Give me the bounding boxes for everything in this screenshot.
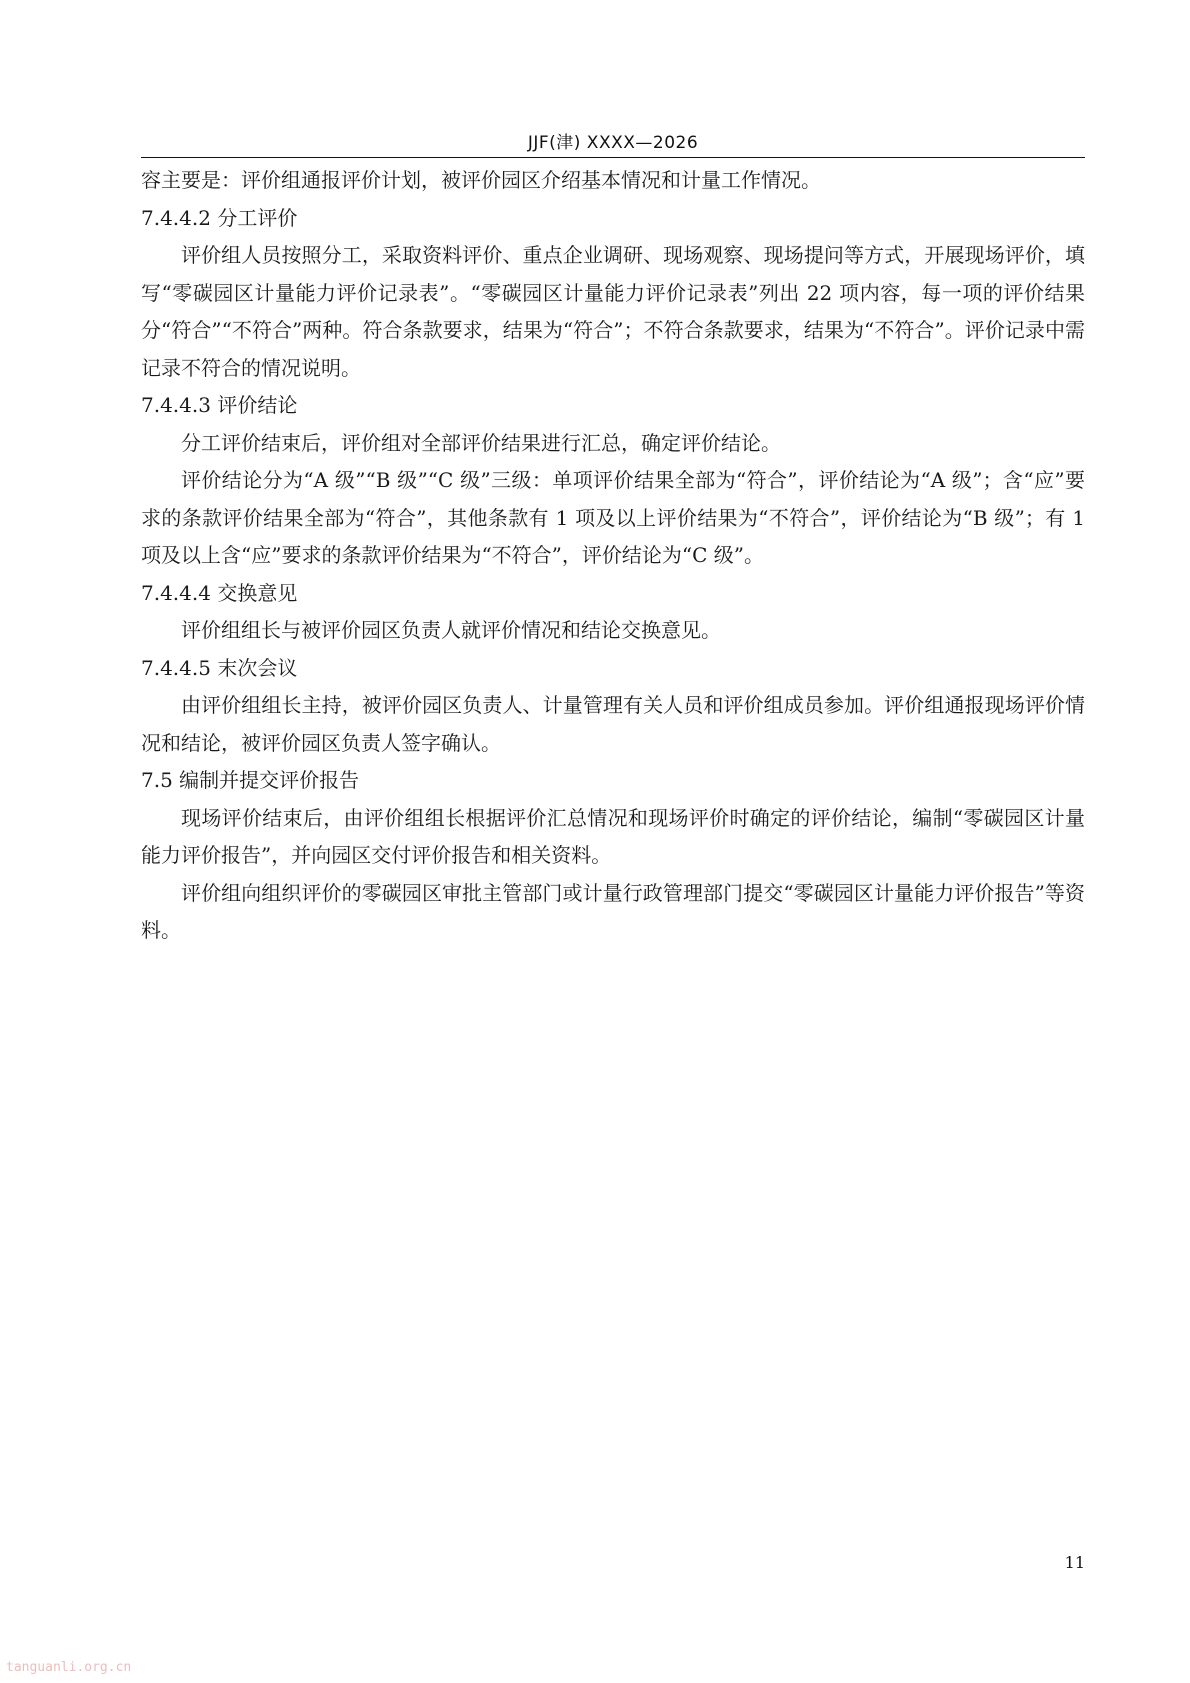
header-divider (141, 157, 1085, 158)
section-heading-7-4-4-4: 7.4.4.4 交换意见 (141, 580, 298, 605)
paragraph-submit-report: 评价组向组织评价的零碳园区审批主管部门或计量行政管理部门提交“零碳园区计量能力评价报告”等资料。 (141, 880, 1085, 942)
paragraph-exchange-opinions: 评价组组长与被评价园区负责人就评价情况和结论交换意见。 (181, 618, 721, 642)
continued-paragraph: 容主要是：评价组通报评价计划，被评价园区介绍基本情况和计量工作情况。 (141, 168, 821, 192)
watermark-text: tanguanli.org.cn (6, 1660, 132, 1675)
page-number: 11 (1064, 1553, 1085, 1572)
document-code-header: JJF(津) XXXX—2026 (527, 133, 699, 153)
paragraph-compile-report: 现场评价结束后，由评价组组长根据评价汇总情况和现场评价时确定的评价结论，编制“零碳园区计量能力评价报告”，并向园区交付评价报告和相关资料。 (141, 805, 1085, 867)
paragraph-summary: 分工评价结束后，评价组对全部评价结果进行汇总，确定评价结论。 (181, 430, 781, 455)
section-heading-7-4-4-5: 7.4.4.5 末次会议 (141, 655, 298, 680)
section-heading-7-4-4-2: 7.4.4.2 分工评价 (141, 205, 298, 230)
paragraph-grade-rules: 评价结论分为“A 级”“B 级”“C 级”三级：单项评价结果全部为“符合”，评价结论为“A 级”；含“应”要求的条款评价结果全部为“符合”，其他条款有 1 项及以上评价结果为“不符合”，评价结论为“B 级”；有 1 项及以上含“应”要求的条款评价结果为“不符合”，评价结论为“C 级”。 (141, 468, 1085, 567)
document-body (141, 162, 1085, 950)
section-heading-7-4-4-3: 7.4.4.3 评价结论 (141, 393, 298, 417)
paragraph-division-evaluation: 评价组人员按照分工，采取资料评价、重点企业调研、现场观察、现场提问等方式，开展现场评价，填写“零碳园区计量能力评价记录表”。“零碳园区计量能力评价记录表”列出 22 项内容，每一项的评价结果分“符合”“不符合”两种。符合条款要求，结果为“符合”；不符合条款要求，结果为“不符合”。评价记录中需记录不符合的情况说明。 (141, 243, 1085, 380)
paragraph-final-meeting: 由评价组组长主持，被评价园区负责人、计量管理有关人员和评价组成员参加。评价组通报现场评价情况和结论，被评价园区负责人签字确认。 (141, 693, 1085, 755)
section-heading-7-5: 7.5 编制并提交评价报告 (141, 768, 360, 792)
